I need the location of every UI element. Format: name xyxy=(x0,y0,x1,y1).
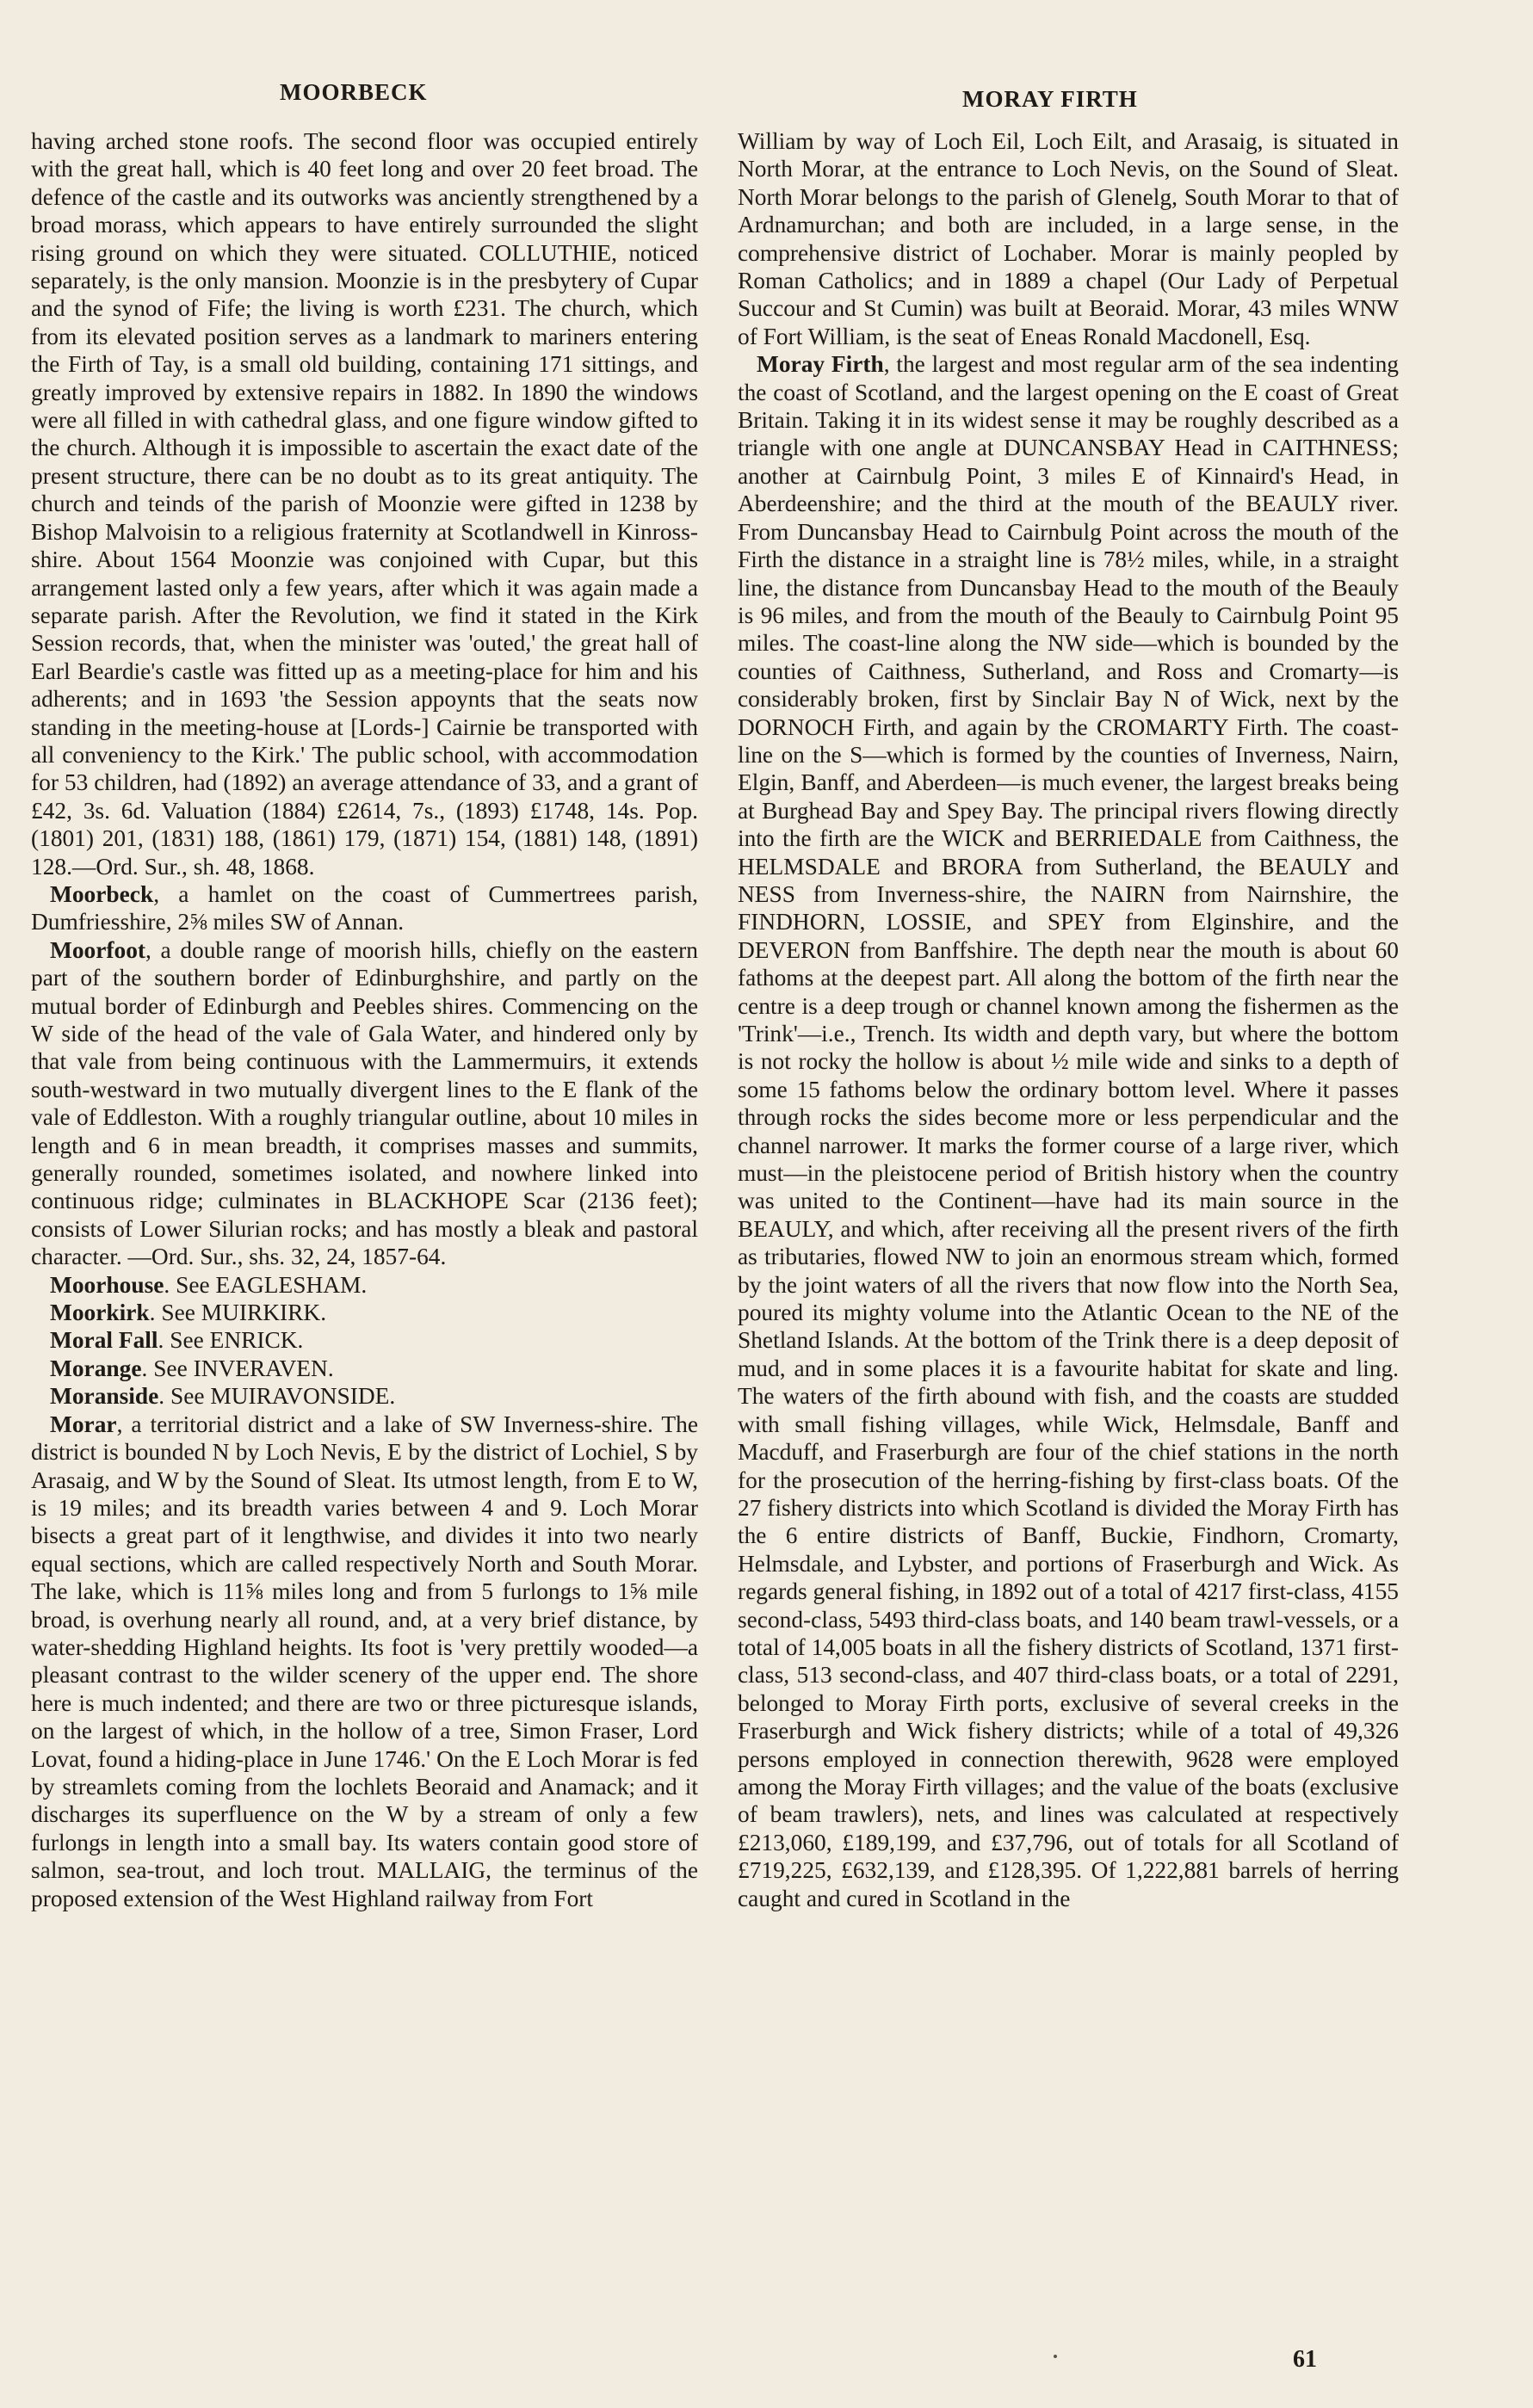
headword: Morange xyxy=(50,1355,142,1381)
right-column xyxy=(738,127,1399,2296)
entry-moral-fall: Moral Fall. See ENRICK. xyxy=(50,1327,304,1354)
entry-morange: Morange. See INVERAVEN. xyxy=(50,1355,334,1381)
entry-moorfoot: Moorfoot, a double range of moorish hills, chiefly on the eastern part of the southern border of Edinburghshire, and partly on the mutual border of Edinburgh and Peebles shires. Commencing on the W side of the head of the vale of Gala Water, and hindered only by that vale from being continuous with the Lammermuirs, it extends south-westward in two mutually divergent lines to the E flank of the vale of Eddleston. With a roughly triangular outline, about 10 miles in length and 6 in mean breadth, it comprises masses and summits, generally rounded, sometimes isolated, and nowhere linked into continuous ridge; culminates in BLACKHOPE Scar (2136 feet); consists of Lower Silurian rocks; and has mostly a bleak and pastoral character. —Ord. Sur., shs. 32, 24, 1857-64. xyxy=(31,936,698,1270)
entry-moorbeck: Moorbeck, a hamlet on the coast of Cummertrees parish, Dumfriesshire, 2⅝ miles SW of Annan. xyxy=(31,880,698,935)
entry-moorhouse: Moorhouse. See EAGLESHAM. xyxy=(50,1271,368,1298)
entry-morar: Morar, a territorial district and a lake of SW Inverness-shire. The district is bounded N by Loch Nevis, E by the district of Lochiel, S by Arasaig, and W by the Sound of Sleat. Its utmost length, from E to W, is 19 miles; and its breadth varies between 4 and 9. Loch Morar bisects a great part of it lengthwise, and divides it into two nearly equal sections, which are called respectively North and South Morar. The lake, which is 11⅝ miles long and from 5 furlongs to 1⅝ mile broad, is overhung nearly all round, and, at a very brief distance, by water-shedding Highland heights. Its foot is 'very prettily wooded—a pleasant contrast to the wilder scenery of the upper end. The shore here is much indented; and there are two or three picturesque islands, on the largest of which, in the hollow of a tree, Simon Fraser, Lord Lovat, found a hiding-place in June 1746.' On the E Loch Morar is fed by streamlets coming from the lochlets Beoraid and Anamack; and it discharges its superfluence on the W by a stream of only a few furlongs in length into a small bay. Its waters contain good store of salmon, sea-trout, and loch trout. MALLAIG, the terminus of the proposed extension of the West Highland railway from Fort xyxy=(31,1411,698,1911)
page-number: 61 xyxy=(1293,2346,1317,2373)
headword: Moral Fall xyxy=(50,1327,158,1354)
headword: Moorfoot xyxy=(50,936,146,963)
running-head-left: MOORBECK xyxy=(280,79,428,105)
headword: Moranside xyxy=(50,1383,159,1410)
left-column xyxy=(31,127,698,2296)
running-head-right: MORAY FIRTH xyxy=(962,86,1138,112)
headword: Moorkirk xyxy=(50,1300,150,1326)
entry-moonzie-continued: having arched stone roofs. The second floor was occupied entirely with the great hall, which is 40 feet long and over 20 feet broad. The defence of the castle and its outworks was anciently strengthened by a broad morass, which appears to have entirely surrounded the slight rising ground on which they were situated. COLLUTHIE, noticed separately, is the only mansion. Moonzie is in the presbytery of Cupar and the synod of Fife; the living is worth £231. The church, which from its elevated position serves as a landmark to mariners entering the Firth of Tay, is a small old building, containing 171 sittings, and greatly improved by extensive repairs in 1882. In 1890 the windows were all filled in with cathedral glass, and one figure window gifted to the church. Although it is impossible to ascertain the exact date of the present structure, there can be no doubt as to its great antiquity. The church and teinds of the parish of Moonzie were gifted in 1238 by Bishop Malvoisin to a religious fraternity at Scotlandwell in Kinross-shire. About 1564 Moonzie was conjoined with Cupar, but this arrangement lasted only a few years, after which it was again made a separate parish. After the Revolution, we find it stated in the Kirk Session records, that, when the minister was 'outed,' the great hall of Earl Beardie's castle was fitted up as a meeting-place for him and his adherents; and in 1693 'the Session appoynts that the seats now standing in the meeting-house at [Lords-] Cairnie be transported with all conveniency to the Kirk.' The public school, with accommodation for 53 children, had (1892) an average attendance of 33, and a grant of £42, 3s. 6d. Valuation (1884) £2614, 7s., (1893) £1748, 14s. Pop. (1801) 201, (1831) 188, (1861) 179, (1871) 154, (1881) 148, (1891) 128.—Ord. Sur., sh. 48, 1868. xyxy=(31,128,698,880)
headword: Moorbeck xyxy=(50,880,154,907)
entry-morar-continued: William by way of Loch Eil, Loch Eilt, and Arasaig, is situated in North Morar, at the entrance to Loch Nevis, on the Sound of Sleat. North Morar belongs to the parish of Glenelg, South Morar to that of Ardnamurchan; and both are included, in a large sense, in the comprehensive district of Lochaber. Morar is mainly peopled by Roman Catholics; and in 1889 a chapel (Our Lady of Perpetual Succour and St Cumin) was built at Beoraid. Morar, 43 miles WNW of Fort William, is the seat of Eneas Ronald Macdonell, Esq. xyxy=(738,128,1399,349)
entry-moorkirk: Moorkirk. See MUIRKIRK. xyxy=(50,1300,327,1326)
entry-moranside: Moranside. See MUIRAVONSIDE. xyxy=(50,1383,396,1410)
page-mark xyxy=(1054,2355,1057,2358)
headword: Moray Firth xyxy=(757,351,884,378)
headword: Morar xyxy=(50,1411,117,1437)
entry-moray-firth: Moray Firth, the largest and most regular arm of the sea indenting the coast of Scotland, and the largest opening on the E coast of Great Britain. Taking it in its widest sense it may be roughly described as a triangle with one angle at DUNCANSBAY Head in CAITHNESS; another at Cairnbulg Point, 3 miles E of Kinnaird's Head, in Aberdeenshire; and the third at the mouth of the BEAULY river. From Duncansbay Head to Cairnbulg Point across the mouth of the Firth the distance in a straight line is 78½ miles, while, in a straight line, the distance from Duncansbay Head to the mouth of the Beauly is 96 miles, and from the mouth of the Beauly to Cairnbulg Point 95 miles. The coast-line along the NW side—which is bounded by the counties of Caithness, Sutherland, and Ross and Cromarty—is considerably broken, first by Sinclair Bay N of Wick, next by the DORNOCH Firth, and again by the CROMARTY Firth. The coast-line on the S—which is formed by the counties of Inverness, Nairn, Elgin, Banff, and Aberdeen—is much evener, the largest breaks being at Burghead Bay and Spey Bay. The principal rivers flowing directly into the firth are the WICK and BERRIEDALE from Caithness, the HELMSDALE and BRORA from Sutherland, the BEAULY and NESS from Inverness-shire, the NAIRN from Nairnshire, the FINDHORN, LOSSIE, and SPEY from Elginshire, and the DEVERON from Banffshire. The depth near the mouth is about 60 fathoms at the deepest part. All along the bottom of the firth near the centre is a deep trough or channel known among the fishermen as the 'Trink'—i.e., Trench. Its width and depth vary, but where the bottom is not rocky the hollow is about ½ mile wide and sinks to a depth of some 15 fathoms below the ordinary bottom level. Where it passes through rocks the sides become more or less perpendicular and the channel narrower. It marks the former course of a large river, which must—in the pleistocene period of British history when the country was united to the Continent—have had its main source in the BEAULY, and which, after receiving all the present rivers of the firth as tributaries, flowed NW to join an enormous stream which, formed by the joint waters of all the rivers that now flow into the North Sea, poured its mighty volume into the Atlantic Ocean to the NE of the Shetland Islands. At the bottom of the Trink there is a deep deposit of mud, and in some places it is a favourite habitat for skate and ling. The waters of the firth abound with fish, and the coasts are studded with small fishing villages, while Wick, Helmsdale, Banff and Macduff, and Fraserburgh are four of the chief stations in the north for the prosecution of the herring-fishing by first-class boats. Of the 27 fishery districts into which Scotland is divided the Moray Firth has the 6 entire districts of Banff, Buckie, Findhorn, Cromarty, Helmsdale, and Lybster, and portions of Fraserburgh and Wick. As regards general fishing, in 1892 out of a total of 4217 first-class, 4155 second-class, 5493 third-class boats, and 140 beam trawl-vessels, or a total of 14,005 boats in all the fishery districts of Scotland, 1371 first-class, 513 second-class, and 407 third-class boats, or a total of 2291, belonged to Moray Firth ports, exclusive of several creeks in the Fraserburgh and Wick fishery districts; while of a total of 49,326 persons employed in connection therewith, 9628 were employed among the Moray Firth villages; and the value of the boats (exclusive of beam trawlers), nets, and lines was calculated at respectively £213,060, £189,199, and £37,796, out of totals for all Scotland of £719,225, £632,139, and £128,395. Of 1,222,881 barrels of herring caught and cured in Scotland in the xyxy=(738,351,1399,1911)
headword: Moorhouse xyxy=(50,1271,164,1298)
